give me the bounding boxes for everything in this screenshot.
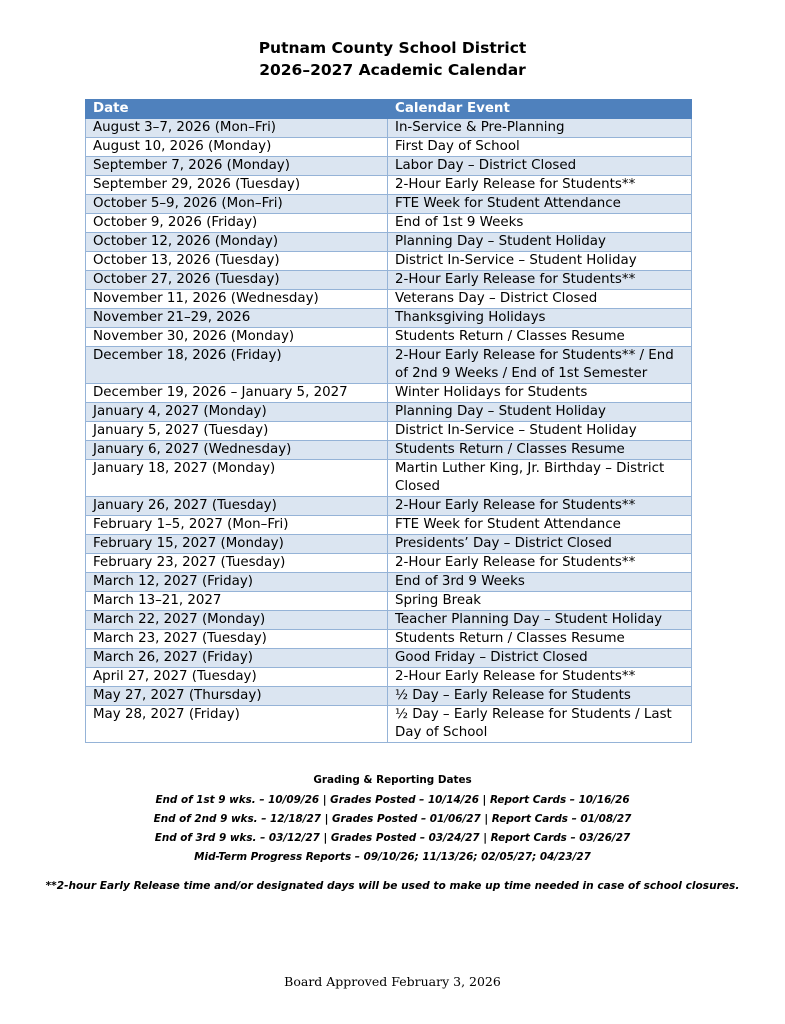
date-cell: November 30, 2026 (Monday)	[86, 328, 388, 347]
date-cell: January 6, 2027 (Wednesday)	[86, 441, 388, 460]
event-cell: Students Return / Classes Resume	[388, 328, 692, 347]
event-cell: End of 3rd 9 Weeks	[388, 573, 692, 592]
event-cell: 2-Hour Early Release for Students** / End of 2nd 9 Weeks / End of 1st Semester	[388, 347, 692, 384]
table-row	[86, 252, 692, 271]
table-row	[86, 422, 692, 441]
event-cell: In-Service & Pre-Planning	[388, 119, 692, 138]
event-cell: End of 1st 9 Weeks	[388, 214, 692, 233]
table-row	[86, 157, 692, 176]
event-cell: Teacher Planning Day – Student Holiday	[388, 611, 692, 630]
date-cell: May 28, 2027 (Friday)	[86, 706, 388, 743]
district-title: Putnam County School District	[258, 39, 527, 57]
table-row	[86, 706, 692, 743]
calendar-table-body	[86, 119, 692, 743]
table-row	[86, 630, 692, 649]
table-row	[86, 309, 692, 328]
date-cell: August 3–7, 2026 (Mon–Fri)	[86, 119, 388, 138]
table-row	[86, 176, 692, 195]
table-row	[86, 214, 692, 233]
date-cell: January 26, 2027 (Tuesday)	[86, 497, 388, 516]
event-cell: 2-Hour Early Release for Students**	[388, 176, 692, 195]
date-cell: December 18, 2026 (Friday)	[86, 347, 388, 384]
table-row	[86, 328, 692, 347]
date-cell: February 15, 2027 (Monday)	[86, 535, 388, 554]
table-row	[86, 573, 692, 592]
table-row	[86, 554, 692, 573]
event-cell: Veterans Day – District Closed	[388, 290, 692, 309]
calendar-table	[85, 99, 692, 743]
event-cell: District In-Service – Student Holiday	[388, 422, 692, 441]
column-header-event: Calendar Event	[388, 100, 692, 119]
date-cell: October 27, 2026 (Tuesday)	[86, 271, 388, 290]
event-cell: Students Return / Classes Resume	[388, 630, 692, 649]
table-row	[86, 290, 692, 309]
table-row	[86, 347, 692, 384]
date-cell: March 22, 2027 (Monday)	[86, 611, 388, 630]
date-cell: August 10, 2026 (Monday)	[86, 138, 388, 157]
date-cell: September 29, 2026 (Tuesday)	[86, 176, 388, 195]
table-row	[86, 535, 692, 554]
grading-line: End of 2nd 9 wks. – 12/18/27 | Grades Posted – 01/06/27 | Report Cards – 01/08/27	[153, 813, 632, 825]
event-cell: Presidents’ Day – District Closed	[388, 535, 692, 554]
event-cell: ½ Day – Early Release for Students / Last Day of School	[388, 706, 692, 743]
date-cell: October 9, 2026 (Friday)	[86, 214, 388, 233]
table-header-row	[86, 100, 692, 119]
event-cell: Winter Holidays for Students	[388, 384, 692, 403]
event-cell: Planning Day – Student Holiday	[388, 403, 692, 422]
table-row	[86, 649, 692, 668]
event-cell: Martin Luther King, Jr. Birthday – District Closed	[388, 460, 692, 497]
date-cell: February 1–5, 2027 (Mon–Fri)	[86, 516, 388, 535]
event-cell: 2-Hour Early Release for Students**	[388, 271, 692, 290]
table-row	[86, 441, 692, 460]
event-cell: 2-Hour Early Release for Students**	[388, 668, 692, 687]
event-cell: FTE Week for Student Attendance	[388, 516, 692, 535]
event-cell: Students Return / Classes Resume	[388, 441, 692, 460]
event-cell: Labor Day – District Closed	[388, 157, 692, 176]
event-cell: Thanksgiving Holidays	[388, 309, 692, 328]
table-row	[86, 668, 692, 687]
date-cell: December 19, 2026 – January 5, 2027	[86, 384, 388, 403]
date-cell: March 26, 2027 (Friday)	[86, 649, 388, 668]
date-cell: January 5, 2027 (Tuesday)	[86, 422, 388, 441]
date-cell: May 27, 2027 (Thursday)	[86, 687, 388, 706]
progress-reports-line: Mid-Term Progress Reports – 09/10/26; 11/13/26; 02/05/27; 04/23/27	[194, 851, 591, 863]
date-cell: January 18, 2027 (Monday)	[86, 460, 388, 497]
table-row	[86, 233, 692, 252]
table-row	[86, 384, 692, 403]
table-row	[86, 460, 692, 497]
early-release-footnote: **2-hour Early Release time and/or designated days will be used to make up time needed in case of school closures.	[45, 880, 740, 892]
event-cell: ½ Day – Early Release for Students	[388, 687, 692, 706]
event-cell: First Day of School	[388, 138, 692, 157]
table-row	[86, 138, 692, 157]
date-cell: March 13–21, 2027	[86, 592, 388, 611]
calendar-title: 2026–2027 Academic Calendar	[259, 61, 526, 79]
date-cell: March 23, 2027 (Tuesday)	[86, 630, 388, 649]
table-row	[86, 497, 692, 516]
board-approval: Board Approved February 3, 2026	[284, 974, 501, 989]
event-cell: Spring Break	[388, 592, 692, 611]
table-row	[86, 271, 692, 290]
event-cell: District In-Service – Student Holiday	[388, 252, 692, 271]
table-row	[86, 611, 692, 630]
event-cell: 2-Hour Early Release for Students**	[388, 554, 692, 573]
date-cell: October 5–9, 2026 (Mon–Fri)	[86, 195, 388, 214]
table-row	[86, 195, 692, 214]
event-cell: FTE Week for Student Attendance	[388, 195, 692, 214]
grading-line: End of 1st 9 wks. – 10/09/26 | Grades Posted – 10/14/26 | Report Cards – 10/16/26	[155, 794, 630, 806]
grading-line: End of 3rd 9 wks. – 03/12/27 | Grades Posted – 03/24/27 | Report Cards – 03/26/27	[154, 832, 631, 844]
date-cell: October 13, 2026 (Tuesday)	[86, 252, 388, 271]
date-cell: April 27, 2027 (Tuesday)	[86, 668, 388, 687]
date-cell: March 12, 2027 (Friday)	[86, 573, 388, 592]
date-cell: October 12, 2026 (Monday)	[86, 233, 388, 252]
event-cell: Good Friday – District Closed	[388, 649, 692, 668]
table-row	[86, 516, 692, 535]
table-row	[86, 119, 692, 138]
table-row	[86, 687, 692, 706]
table-row	[86, 592, 692, 611]
date-cell: September 7, 2026 (Monday)	[86, 157, 388, 176]
grading-heading: Grading & Reporting Dates	[313, 774, 472, 786]
date-cell: January 4, 2027 (Monday)	[86, 403, 388, 422]
table-row	[86, 403, 692, 422]
event-cell: 2-Hour Early Release for Students**	[388, 497, 692, 516]
column-header-date: Date	[86, 100, 388, 119]
date-cell: February 23, 2027 (Tuesday)	[86, 554, 388, 573]
date-cell: November 21–29, 2026	[86, 309, 388, 328]
date-cell: November 11, 2026 (Wednesday)	[86, 290, 388, 309]
event-cell: Planning Day – Student Holiday	[388, 233, 692, 252]
